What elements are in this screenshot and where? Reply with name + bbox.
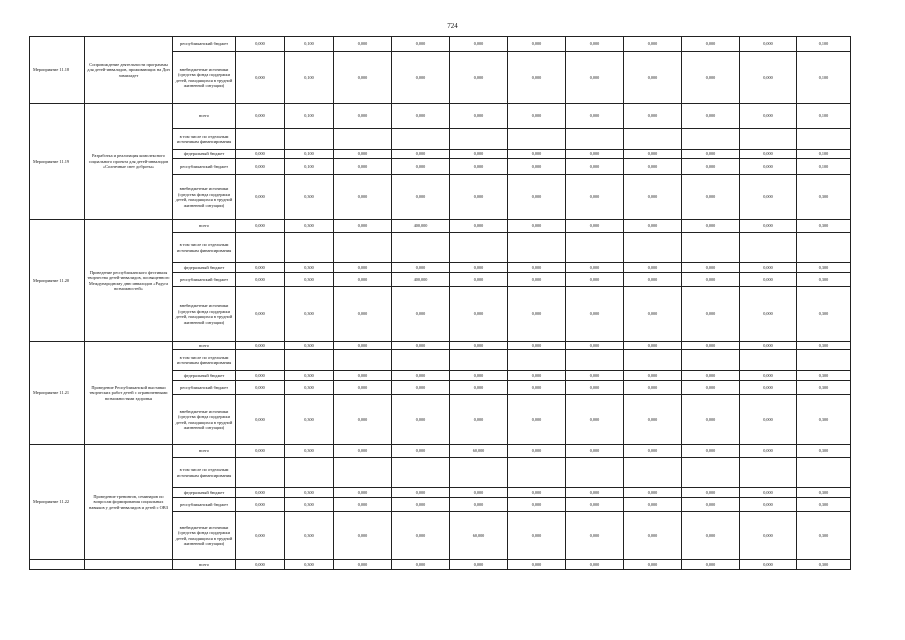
- amount-cell: 0,000: [740, 342, 797, 350]
- amount-cell: 0,300: [797, 273, 851, 287]
- amount-cell: [740, 350, 797, 371]
- amount-cell: 0,000: [566, 52, 624, 104]
- amount-cell: 0,300: [797, 220, 851, 233]
- amount-cell: 0,000: [682, 175, 740, 220]
- amount-cell: [392, 458, 450, 488]
- amount-cell: 0,000: [624, 150, 682, 159]
- measure-description: [85, 560, 173, 570]
- amount-cell: 0,000: [236, 498, 285, 512]
- amount-cell: 0,300: [797, 263, 851, 273]
- amount-cell: 0,000: [740, 381, 797, 395]
- amount-cell: 0,300: [797, 342, 851, 350]
- measure-label: Мероприятие 11.21: [30, 342, 85, 445]
- amount-cell: 0,000: [624, 104, 682, 129]
- amount-cell: 0,000: [450, 381, 508, 395]
- amount-cell: 400,000: [392, 220, 450, 233]
- amount-cell: 0,000: [392, 37, 450, 52]
- amount-cell: 0,300: [285, 381, 334, 395]
- amount-cell: [334, 458, 392, 488]
- amount-cell: 0,300: [285, 273, 334, 287]
- amount-cell: 0,000: [682, 498, 740, 512]
- amount-cell: [624, 129, 682, 150]
- amount-cell: 0,100: [285, 37, 334, 52]
- amount-cell: 0,000: [682, 512, 740, 560]
- amount-cell: 0,000: [508, 263, 566, 273]
- amount-cell: 0,000: [566, 159, 624, 175]
- amount-cell: 0,000: [508, 445, 566, 458]
- amount-cell: 0,000: [508, 512, 566, 560]
- amount-cell: 0,000: [740, 220, 797, 233]
- amount-cell: 0,000: [334, 175, 392, 220]
- amount-cell: 0,000: [508, 175, 566, 220]
- amount-cell: 0,000: [450, 104, 508, 129]
- amount-cell: [682, 233, 740, 263]
- amount-cell: 0,000: [566, 220, 624, 233]
- amount-cell: [285, 350, 334, 371]
- amount-cell: 0,000: [450, 498, 508, 512]
- amount-cell: 0,300: [797, 498, 851, 512]
- measure-label: Мероприятие 11.20: [30, 220, 85, 342]
- amount-cell: [392, 129, 450, 150]
- funding-source: республиканский бюджет: [173, 381, 236, 395]
- budget-table: [29, 36, 851, 570]
- amount-cell: 0,000: [508, 104, 566, 129]
- amount-cell: 0,000: [740, 287, 797, 342]
- amount-cell: [740, 233, 797, 263]
- funding-source: федеральный бюджет: [173, 371, 236, 381]
- amount-cell: [285, 233, 334, 263]
- funding-source: всего: [173, 220, 236, 233]
- amount-cell: 0,000: [392, 560, 450, 570]
- amount-cell: 0,000: [450, 395, 508, 445]
- amount-cell: 0,000: [334, 52, 392, 104]
- amount-cell: [797, 458, 851, 488]
- amount-cell: 0,000: [624, 395, 682, 445]
- amount-cell: 0,000: [450, 37, 508, 52]
- amount-cell: 0,000: [236, 512, 285, 560]
- amount-cell: 0,000: [450, 220, 508, 233]
- measure-label: [30, 560, 85, 570]
- funding-source: республиканский бюджет: [173, 273, 236, 287]
- amount-cell: 0,000: [624, 381, 682, 395]
- amount-cell: 0,300: [285, 488, 334, 498]
- amount-cell: 0,000: [682, 52, 740, 104]
- amount-cell: 0,000: [508, 488, 566, 498]
- amount-cell: 0,000: [236, 371, 285, 381]
- amount-cell: 0,000: [566, 150, 624, 159]
- amount-cell: 0,000: [334, 342, 392, 350]
- funding-source: всего: [173, 342, 236, 350]
- amount-cell: 0,300: [285, 287, 334, 342]
- amount-cell: 0,000: [624, 488, 682, 498]
- amount-cell: 0,000: [450, 371, 508, 381]
- amount-cell: [285, 129, 334, 150]
- amount-cell: 0,000: [334, 395, 392, 445]
- amount-cell: [566, 458, 624, 488]
- amount-cell: 0,000: [682, 150, 740, 159]
- amount-cell: 0,300: [285, 263, 334, 273]
- amount-cell: 0,300: [797, 381, 851, 395]
- amount-cell: 0,000: [334, 371, 392, 381]
- amount-cell: [797, 129, 851, 150]
- amount-cell: 0,300: [285, 395, 334, 445]
- amount-cell: 0,000: [392, 445, 450, 458]
- amount-cell: 0,000: [450, 175, 508, 220]
- amount-cell: 0,100: [285, 159, 334, 175]
- measure-description: Сопровождение деятельности программы для детей-инвалидов, проживающих на Дон зимиладет: [85, 37, 173, 104]
- amount-cell: 0,000: [566, 395, 624, 445]
- amount-cell: [450, 458, 508, 488]
- amount-cell: 0,000: [740, 52, 797, 104]
- amount-cell: 0,000: [682, 287, 740, 342]
- amount-cell: 0,000: [740, 273, 797, 287]
- amount-cell: 0,000: [682, 220, 740, 233]
- amount-cell: 60,000: [450, 512, 508, 560]
- amount-cell: 0,000: [566, 104, 624, 129]
- amount-cell: 0,000: [236, 263, 285, 273]
- amount-cell: 0,300: [285, 175, 334, 220]
- amount-cell: 0,000: [236, 342, 285, 350]
- funding-source: всего: [173, 560, 236, 570]
- measure-description: Проведение республиканского фестиваля творчества детей-инвалидов, посвященного Международному дню инвалидов «Радуга возможностей»: [85, 220, 173, 342]
- table-row: [30, 104, 851, 129]
- amount-cell: 0,000: [566, 445, 624, 458]
- amount-cell: 0,100: [797, 150, 851, 159]
- amount-cell: 0,000: [236, 150, 285, 159]
- amount-cell: 0,000: [236, 37, 285, 52]
- amount-cell: 0,300: [797, 395, 851, 445]
- amount-cell: 0,000: [740, 37, 797, 52]
- funding-source: внебюджетные источники (средства фонда поддержки детей, находящихся в трудной жизненной ситуации): [173, 287, 236, 342]
- amount-cell: 0,000: [392, 371, 450, 381]
- table-row: [30, 220, 851, 233]
- amount-cell: 0,000: [566, 37, 624, 52]
- amount-cell: 0,000: [508, 342, 566, 350]
- amount-cell: 0,000: [740, 445, 797, 458]
- funding-source: республиканский бюджет: [173, 37, 236, 52]
- amount-cell: [334, 233, 392, 263]
- amount-cell: 0,000: [740, 175, 797, 220]
- amount-cell: 0,000: [450, 560, 508, 570]
- amount-cell: 0,000: [508, 371, 566, 381]
- amount-cell: 0,000: [392, 395, 450, 445]
- amount-cell: 0,000: [624, 512, 682, 560]
- funding-source: республиканский бюджет: [173, 498, 236, 512]
- amount-cell: 0,000: [740, 263, 797, 273]
- amount-cell: 0,100: [797, 52, 851, 104]
- amount-cell: 0,000: [392, 104, 450, 129]
- amount-cell: 0,300: [285, 560, 334, 570]
- amount-cell: [450, 129, 508, 150]
- amount-cell: 0,100: [285, 52, 334, 104]
- funding-source: внебюджетные источники (средства фонда поддержки детей, находящихся в трудной жизненной ситуации): [173, 395, 236, 445]
- amount-cell: 0,000: [740, 104, 797, 129]
- amount-cell: 0,000: [740, 560, 797, 570]
- amount-cell: 0,000: [334, 512, 392, 560]
- amount-cell: 0,000: [392, 498, 450, 512]
- amount-cell: 0,000: [450, 150, 508, 159]
- amount-cell: 0,000: [508, 287, 566, 342]
- amount-cell: 0,000: [508, 560, 566, 570]
- amount-cell: 0,300: [797, 287, 851, 342]
- amount-cell: 0,000: [566, 263, 624, 273]
- amount-cell: 0,000: [392, 287, 450, 342]
- amount-cell: 0,000: [450, 273, 508, 287]
- funding-source: внебюджетные источники (средства фонда поддержки детей, находящихся в трудной жизненной ситуации): [173, 175, 236, 220]
- amount-cell: 0,000: [682, 104, 740, 129]
- amount-cell: 0,000: [682, 445, 740, 458]
- table-row: [30, 342, 851, 350]
- amount-cell: 0,000: [566, 273, 624, 287]
- amount-cell: 0,000: [682, 159, 740, 175]
- amount-cell: 0,000: [334, 273, 392, 287]
- amount-cell: 0,000: [566, 287, 624, 342]
- amount-cell: 0,000: [450, 342, 508, 350]
- funding-source: внебюджетные источники (средства фонда поддержки детей, находящихся в трудной жизненной ситуации): [173, 52, 236, 104]
- amount-cell: 0,000: [740, 150, 797, 159]
- measure-description: Проведение Республиканской выставки творческих работ детей с ограниченными возможностями здоровья: [85, 342, 173, 445]
- amount-cell: 0,000: [450, 488, 508, 498]
- amount-cell: 0,000: [566, 498, 624, 512]
- amount-cell: 0,100: [285, 104, 334, 129]
- amount-cell: 0,000: [450, 159, 508, 175]
- amount-cell: [334, 129, 392, 150]
- amount-cell: [624, 350, 682, 371]
- funding-source: федеральный бюджет: [173, 488, 236, 498]
- amount-cell: 0,000: [624, 287, 682, 342]
- amount-cell: 0,000: [624, 498, 682, 512]
- amount-cell: 0,000: [236, 488, 285, 498]
- amount-cell: [682, 129, 740, 150]
- amount-cell: 0,000: [236, 52, 285, 104]
- amount-cell: 400,000: [392, 273, 450, 287]
- amount-cell: 0,000: [392, 381, 450, 395]
- measure-description: Разработка и реализация комплексного социального проекта для детей-инвалидов «Солнечные свет доброты»: [85, 104, 173, 220]
- amount-cell: 0,000: [236, 220, 285, 233]
- page-number: 724: [447, 22, 458, 30]
- amount-cell: 0,000: [682, 37, 740, 52]
- amount-cell: 0,000: [566, 560, 624, 570]
- amount-cell: 0,300: [285, 498, 334, 512]
- amount-cell: [236, 350, 285, 371]
- amount-cell: 0,300: [797, 488, 851, 498]
- amount-cell: [508, 350, 566, 371]
- amount-cell: 0,000: [508, 395, 566, 445]
- amount-cell: [682, 350, 740, 371]
- amount-cell: 0,000: [334, 220, 392, 233]
- amount-cell: 0,300: [797, 512, 851, 560]
- amount-cell: 0,000: [624, 52, 682, 104]
- amount-cell: 0,000: [624, 175, 682, 220]
- funding-source: в том числе по отдельным источникам финансирования: [173, 129, 236, 150]
- amount-cell: 0,300: [285, 512, 334, 560]
- amount-cell: 0,000: [624, 342, 682, 350]
- amount-cell: 0,000: [566, 371, 624, 381]
- funding-source: федеральный бюджет: [173, 263, 236, 273]
- funding-source: федеральный бюджет: [173, 150, 236, 159]
- amount-cell: 0,000: [236, 287, 285, 342]
- amount-cell: 0,000: [334, 159, 392, 175]
- amount-cell: [797, 233, 851, 263]
- amount-cell: 0,000: [334, 381, 392, 395]
- amount-cell: 0,300: [285, 371, 334, 381]
- amount-cell: 0,000: [682, 488, 740, 498]
- measure-description: Проведение тренингов, семинаров по вопросам формирования социальных навыков у детей-инвалидов и детей с ОВЗ: [85, 445, 173, 560]
- amount-cell: 0,000: [392, 52, 450, 104]
- measure-label: Мероприятие 11.18: [30, 37, 85, 104]
- amount-cell: [740, 458, 797, 488]
- amount-cell: 0,000: [624, 263, 682, 273]
- amount-cell: 0,000: [624, 371, 682, 381]
- amount-cell: 0,000: [624, 445, 682, 458]
- amount-cell: [508, 233, 566, 263]
- amount-cell: 0,000: [334, 37, 392, 52]
- amount-cell: 0,000: [624, 37, 682, 52]
- amount-cell: 0,000: [508, 220, 566, 233]
- amount-cell: 0,000: [624, 273, 682, 287]
- funding-source: республиканский бюджет: [173, 159, 236, 175]
- amount-cell: 0,000: [392, 512, 450, 560]
- amount-cell: [508, 129, 566, 150]
- amount-cell: 0,000: [508, 381, 566, 395]
- amount-cell: 0,000: [682, 560, 740, 570]
- funding-source: в том числе по отдельным источникам финансирования: [173, 458, 236, 488]
- amount-cell: 0,300: [797, 175, 851, 220]
- amount-cell: 0,000: [236, 445, 285, 458]
- amount-cell: 0,000: [624, 560, 682, 570]
- funding-source: внебюджетные источники (средства фонда поддержки детей, находящихся в трудной жизненной ситуации): [173, 512, 236, 560]
- amount-cell: [566, 233, 624, 263]
- amount-cell: [566, 350, 624, 371]
- amount-cell: 0,000: [624, 159, 682, 175]
- amount-cell: 0,000: [236, 273, 285, 287]
- amount-cell: 0,300: [797, 371, 851, 381]
- amount-cell: 0,100: [797, 159, 851, 175]
- amount-cell: 0,000: [740, 488, 797, 498]
- amount-cell: 0,000: [392, 175, 450, 220]
- amount-cell: [450, 233, 508, 263]
- amount-cell: 0,000: [392, 150, 450, 159]
- amount-cell: 0,000: [740, 512, 797, 560]
- amount-cell: 0,000: [682, 342, 740, 350]
- amount-cell: 0,000: [334, 488, 392, 498]
- amount-cell: 0,000: [334, 445, 392, 458]
- amount-cell: [624, 233, 682, 263]
- measure-label: Мероприятие 11.19: [30, 104, 85, 220]
- amount-cell: 0,000: [334, 560, 392, 570]
- amount-cell: 0,000: [508, 159, 566, 175]
- amount-cell: 0,300: [285, 342, 334, 350]
- amount-cell: [334, 350, 392, 371]
- amount-cell: 0,000: [450, 287, 508, 342]
- amount-cell: [392, 233, 450, 263]
- amount-cell: 0,300: [285, 445, 334, 458]
- amount-cell: 0,000: [682, 395, 740, 445]
- amount-cell: 0,000: [236, 381, 285, 395]
- amount-cell: 0,000: [682, 263, 740, 273]
- funding-source: всего: [173, 104, 236, 129]
- amount-cell: 0,000: [236, 395, 285, 445]
- amount-cell: 0,000: [334, 150, 392, 159]
- amount-cell: 0,000: [508, 150, 566, 159]
- amount-cell: 0,000: [334, 287, 392, 342]
- amount-cell: [508, 458, 566, 488]
- amount-cell: 0,000: [450, 52, 508, 104]
- amount-cell: 0,000: [236, 175, 285, 220]
- amount-cell: [450, 350, 508, 371]
- amount-cell: 0,000: [392, 263, 450, 273]
- amount-cell: 0,000: [682, 371, 740, 381]
- amount-cell: 0,000: [566, 342, 624, 350]
- amount-cell: 0,300: [285, 220, 334, 233]
- amount-cell: 0,300: [797, 560, 851, 570]
- table-row: [30, 445, 851, 458]
- amount-cell: 0,000: [236, 104, 285, 129]
- amount-cell: [566, 129, 624, 150]
- amount-cell: [236, 233, 285, 263]
- amount-cell: 0,000: [624, 220, 682, 233]
- amount-cell: 0,000: [566, 488, 624, 498]
- amount-cell: 0,000: [740, 159, 797, 175]
- amount-cell: 0,000: [566, 175, 624, 220]
- amount-cell: 0,000: [392, 488, 450, 498]
- amount-cell: [285, 458, 334, 488]
- amount-cell: 0,000: [508, 37, 566, 52]
- measure-label: Мероприятие 11.22: [30, 445, 85, 560]
- amount-cell: 0,000: [334, 498, 392, 512]
- table-row: [30, 560, 851, 570]
- amount-cell: 0,000: [236, 560, 285, 570]
- funding-source: всего: [173, 445, 236, 458]
- amount-cell: 0,000: [740, 371, 797, 381]
- amount-cell: 0,000: [740, 395, 797, 445]
- table-row: [30, 37, 851, 52]
- amount-cell: 0,000: [566, 381, 624, 395]
- amount-cell: [624, 458, 682, 488]
- amount-cell: [236, 129, 285, 150]
- amount-cell: 0,000: [566, 512, 624, 560]
- amount-cell: 0,000: [392, 159, 450, 175]
- amount-cell: [682, 458, 740, 488]
- amount-cell: 0,300: [797, 445, 851, 458]
- amount-cell: 0,000: [740, 498, 797, 512]
- amount-cell: 0,000: [682, 273, 740, 287]
- amount-cell: 0,100: [797, 37, 851, 52]
- amount-cell: 0,000: [334, 104, 392, 129]
- amount-cell: 0,000: [508, 498, 566, 512]
- amount-cell: 0,000: [392, 342, 450, 350]
- funding-source: в том числе по отдельным источникам финансирования: [173, 233, 236, 263]
- amount-cell: 0,000: [682, 381, 740, 395]
- amount-cell: [236, 458, 285, 488]
- amount-cell: 0,000: [450, 263, 508, 273]
- amount-cell: [740, 129, 797, 150]
- amount-cell: [797, 350, 851, 371]
- amount-cell: 0,100: [285, 150, 334, 159]
- amount-cell: [392, 350, 450, 371]
- amount-cell: 0,000: [508, 52, 566, 104]
- amount-cell: 0,100: [797, 104, 851, 129]
- amount-cell: 60,000: [450, 445, 508, 458]
- amount-cell: 0,000: [508, 273, 566, 287]
- amount-cell: 0,000: [236, 159, 285, 175]
- funding-source: в том числе по отдельным источникам финансирования: [173, 350, 236, 371]
- amount-cell: 0,000: [334, 263, 392, 273]
